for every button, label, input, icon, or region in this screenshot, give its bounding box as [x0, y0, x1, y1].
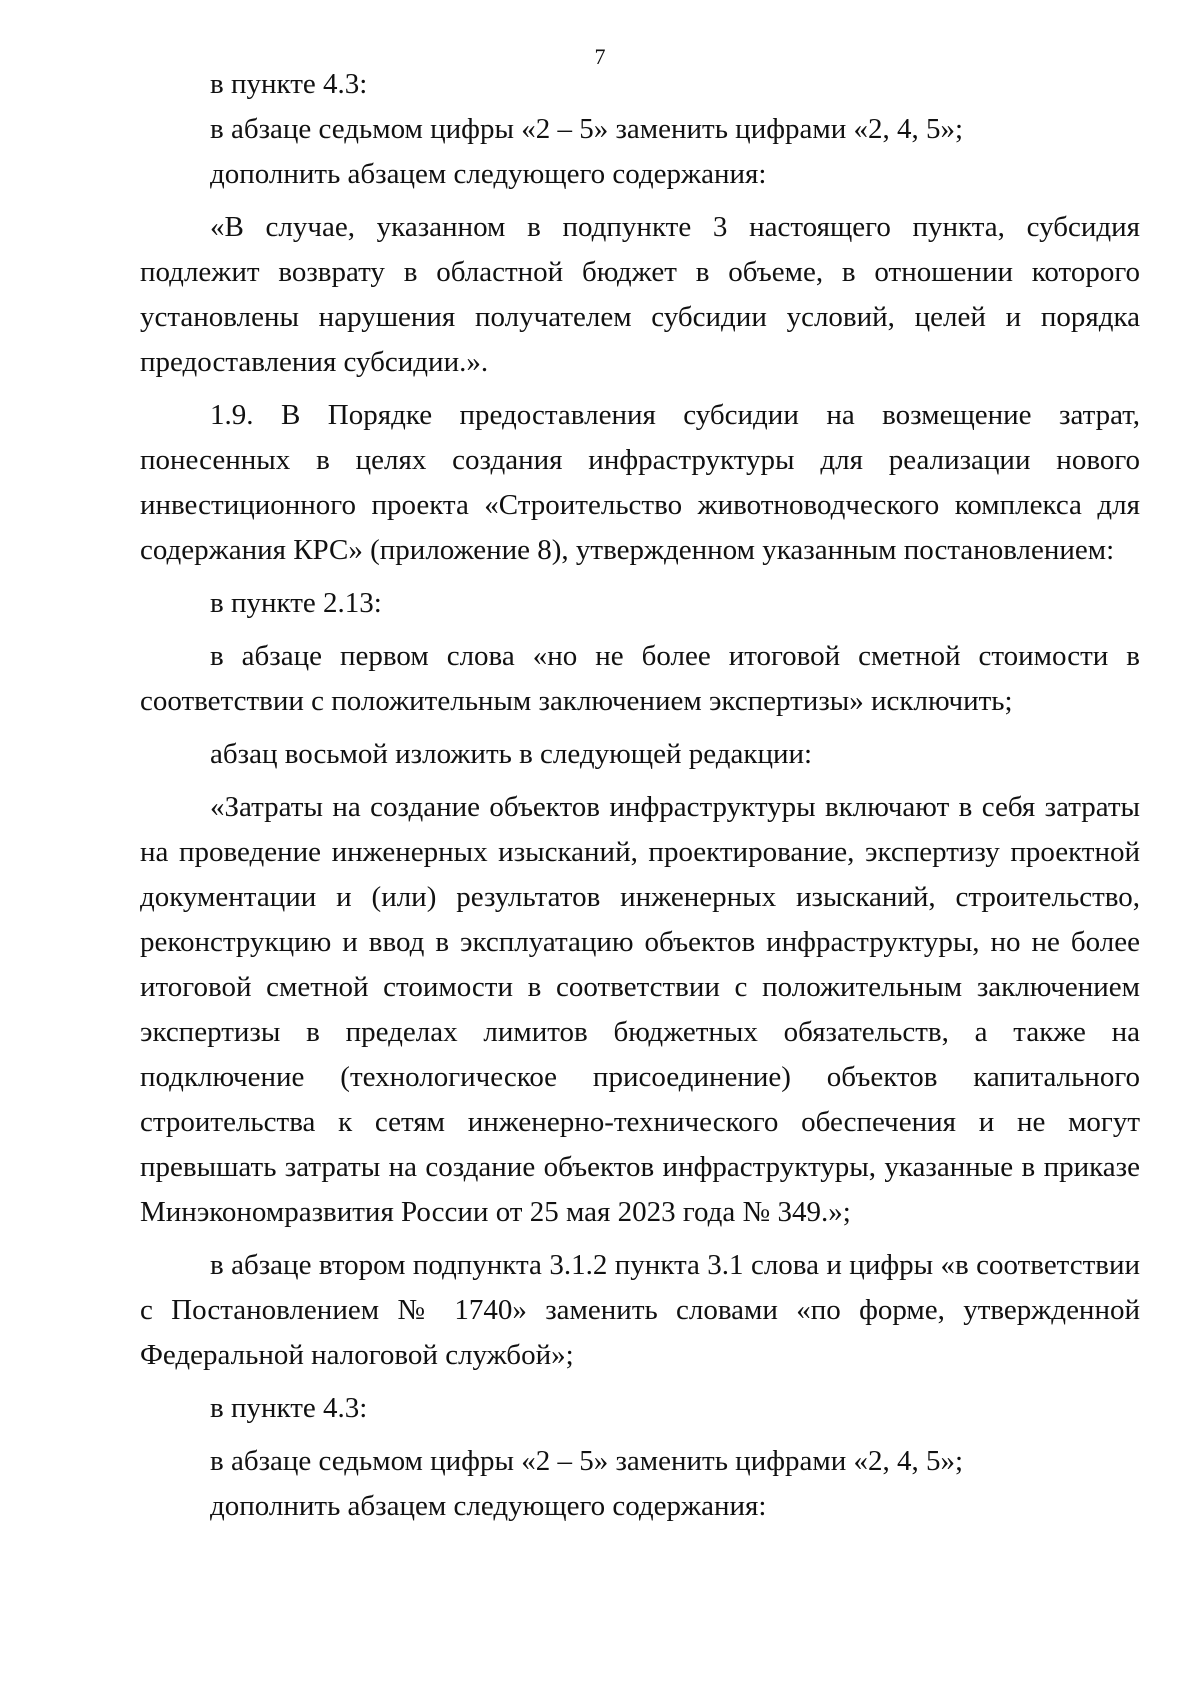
paragraph: абзац восьмой изложить в следующей редакции: [210, 738, 813, 770]
paragraph: в абзаце седьмом цифры «2 – 5» заменить цифрами «2, 4, 5»; [210, 1445, 964, 1477]
document-body [140, 62, 1140, 1529]
paragraph: «В случае, указанном в подпункте 3 настоящего пункта, субсидия подлежит возврату в областной бюджет в объеме, в отношении которого установлены нарушения получателем субсидии условий, целей и порядка предоставления субсидии.». [140, 211, 1140, 378]
paragraph: в пункте 4.3: [210, 68, 368, 100]
paragraph: дополнить абзацем следующего содержания: [210, 1490, 767, 1522]
paragraph: в пункте 4.3: [210, 1392, 368, 1424]
paragraph: 1.9. В Порядке предоставления субсидии на возмещение затрат, понесенных в целях создания инфраструктуры для реализации нового инвестиционного проекта «Строительство животноводческого комплекса для содержания КРС» (приложение 8), утвержденном указанным постановлением: [140, 399, 1140, 566]
paragraph: «Затраты на создание объектов инфраструктуры включают в себя затраты на проведение инженерных изысканий, проектирование, экспертизу проектной документации и (или) результатов инженерных изысканий, строительство, реконструкцию и ввод в эксплуатацию объектов инфраструктуры, но не более итоговой сметной стоимости в соответствии с положительным заключением экспертизы в пределах лимитов бюджетных обязательств, а также на подключение (технологическое присоединение) объектов капитального строительства к сетям инженерно-технического обеспечения и не могут превышать затраты на создание объектов инфраструктуры, указанные в приказе Минэкономразвития России от 25 мая 2023 года № 349.»; [140, 791, 1140, 1228]
paragraph: в абзаце первом слова «но не более итоговой сметной стоимости в соответствии с положительным заключением экспертизы» исключить; [140, 640, 1140, 717]
paragraph: в абзаце втором подпункта 3.1.2 пункта 3.1 слова и цифры «в соответствии с Постановлением № 1740» заменить словами «по форме, утвержденной Федеральной налоговой службой»; [140, 1249, 1140, 1371]
page-number: 7 [594, 44, 606, 69]
paragraph: в абзаце седьмом цифры «2 – 5» заменить цифрами «2, 4, 5»; [210, 113, 964, 145]
paragraph: дополнить абзацем следующего содержания: [210, 158, 767, 190]
paragraph: в пункте 2.13: [210, 587, 382, 619]
